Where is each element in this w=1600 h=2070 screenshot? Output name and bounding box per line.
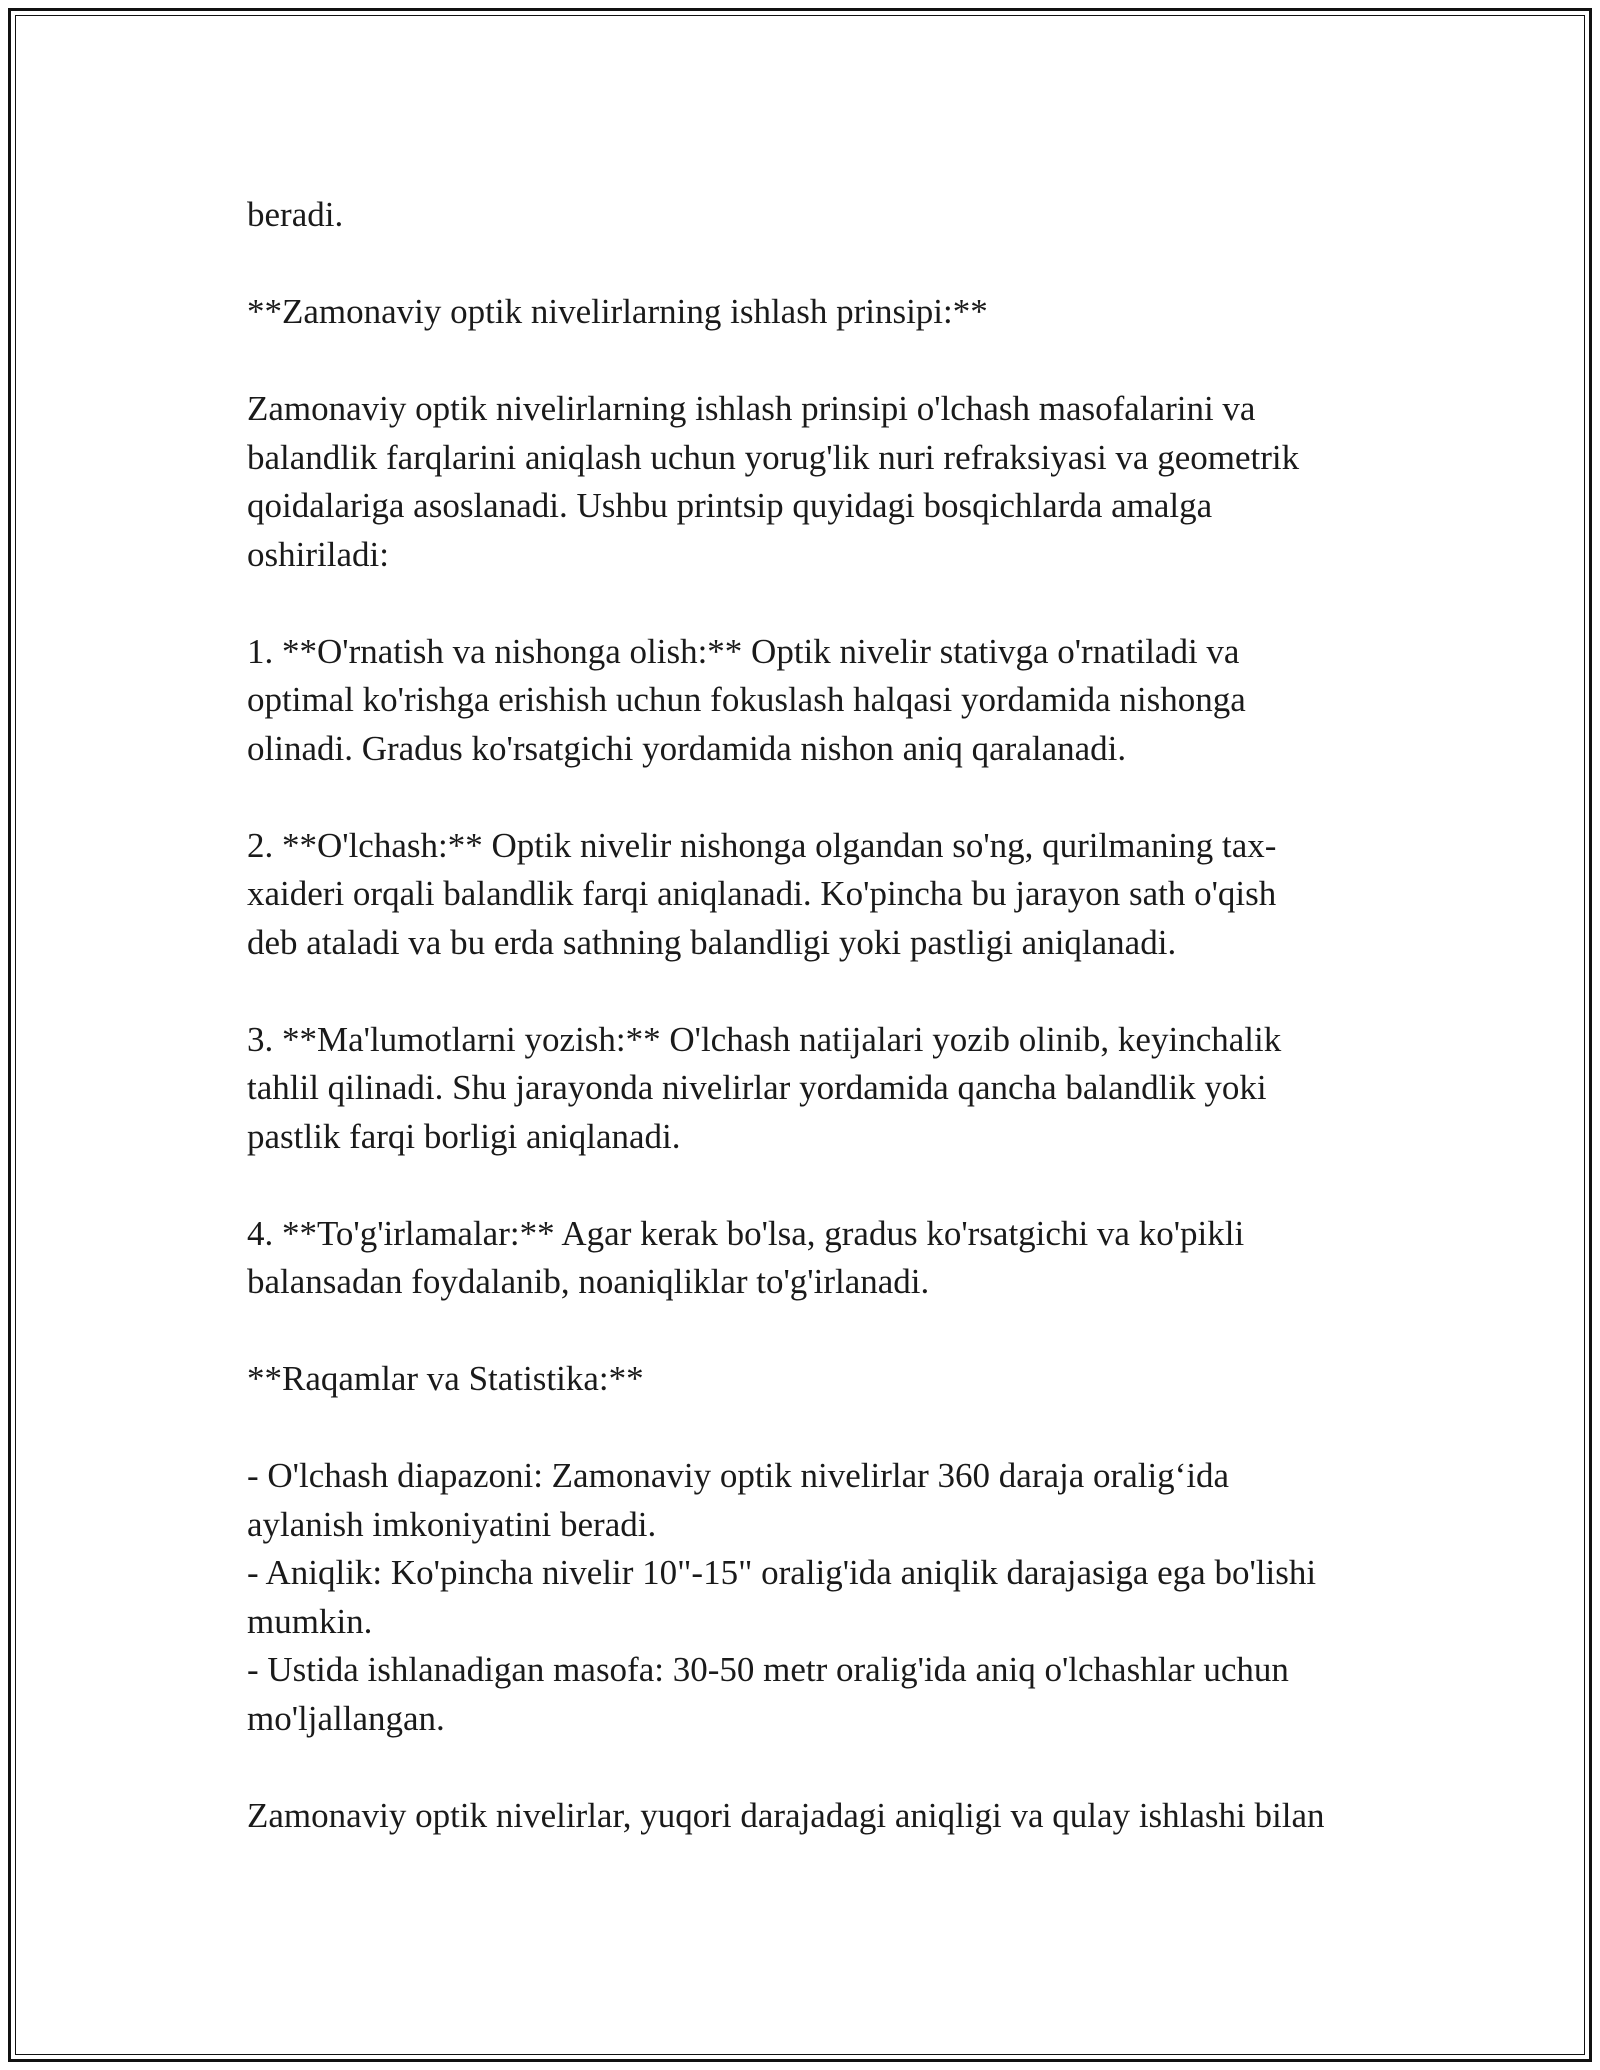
paragraph-gap bbox=[247, 1161, 1397, 1210]
paragraph-line: balandlik farqlarini aniqlash uchun yorug'lik nuri refraksiyasi va geometrik bbox=[247, 437, 1300, 477]
step-line: optimal ko'rishga erishish uchun fokuslash halqasi yordamida nishonga bbox=[247, 680, 1246, 719]
stats-line: mo'ljallangan. bbox=[247, 1698, 445, 1738]
closing-line: Zamonaviy optik nivelirlar, yuqori darajadagi aniqligi va qulay ishlashi bilan bbox=[247, 1795, 1325, 1835]
paragraph-gap bbox=[247, 1743, 1397, 1792]
principle-paragraph bbox=[247, 385, 1397, 579]
paragraph-gap bbox=[247, 337, 1397, 386]
step-line: olinadi. Gradus ko'rsatgichi yordamida nishon aniq qaralanadi. bbox=[247, 728, 1127, 768]
paragraph-line: oshiriladi: bbox=[247, 534, 389, 574]
stats-line: - Ustida ishlanadigan masofa: 30-50 metr oralig'ida aniq o'lchashlar uchun bbox=[247, 1650, 1289, 1689]
paragraph-gap bbox=[247, 1404, 1397, 1453]
paragraph-gap bbox=[247, 1307, 1397, 1356]
step-line: 2. **O'lchash:** Optik nivelir nishonga olgandan so'ng, qurilmaning tax- bbox=[247, 825, 1277, 865]
step-2 bbox=[247, 822, 1397, 968]
document-body bbox=[247, 191, 1397, 1840]
step-1 bbox=[247, 628, 1397, 774]
stats-line: aylanish imkoniyatini beradi. bbox=[247, 1504, 657, 1544]
intro-tail-text: beradi. bbox=[247, 195, 344, 234]
step-line: 1. **O'rnatish va nishonga olish:** Optik nivelir stativga o'rnatiladi va bbox=[247, 631, 1240, 671]
step-line: tahlil qilinadi. Shu jarayonda nivelirlar yordamida qancha balandlik yoki bbox=[247, 1068, 1267, 1107]
paragraph-line: qoidalariga asoslanadi. Ushbu printsip quyidagi bosqichlarda amalga bbox=[247, 486, 1213, 525]
step-line: deb ataladi va bu erda sathning balandligi yoki pastligi aniqlanadi. bbox=[247, 922, 1177, 962]
paragraph-gap bbox=[247, 967, 1397, 1016]
step-line: xaideri orqali balandlik farqi aniqlanadi. Ko'pincha bu jarayon sath o'qish bbox=[247, 874, 1277, 913]
page-border bbox=[8, 8, 1592, 2062]
paragraph-gap bbox=[247, 773, 1397, 822]
paragraph-gap bbox=[247, 579, 1397, 628]
stats-line: mumkin. bbox=[247, 1601, 373, 1641]
principle-heading: **Zamonaviy optik nivelirlarning ishlash prinsipi:** bbox=[247, 292, 988, 331]
stats-line: - O'lchash diapazoni: Zamonaviy optik nivelirlar 360 daraja oralig‘ida bbox=[247, 1456, 1230, 1495]
stats-list bbox=[247, 1452, 1397, 1743]
step-line: pastlik farqi borligi aniqlanadi. bbox=[247, 1116, 681, 1156]
paragraph-line: Zamonaviy optik nivelirlarning ishlash prinsipi o'lchash masofalarini va bbox=[247, 389, 1256, 428]
step-4 bbox=[247, 1210, 1397, 1307]
step-line: 3. **Ma'lumotlarni yozish:** O'lchash natijalari yozib olinib, keyinchalik bbox=[247, 1019, 1282, 1059]
paragraph-gap bbox=[247, 240, 1397, 289]
step-line: balansadan foydalanib, noaniqliklar to'g'irlanadi. bbox=[247, 1262, 930, 1301]
stats-heading: **Raqamlar va Statistika:** bbox=[247, 1359, 644, 1398]
step-line: 4. **To'g'irlamalar:** Agar kerak bo'lsa, gradus ko'rsatgichi va ko'pikli bbox=[247, 1213, 1245, 1253]
step-3 bbox=[247, 1016, 1397, 1162]
stats-line: - Aniqlik: Ko'pincha nivelir 10"-15" oralig'ida aniqlik darajasiga ega bo'lishi bbox=[247, 1553, 1317, 1592]
